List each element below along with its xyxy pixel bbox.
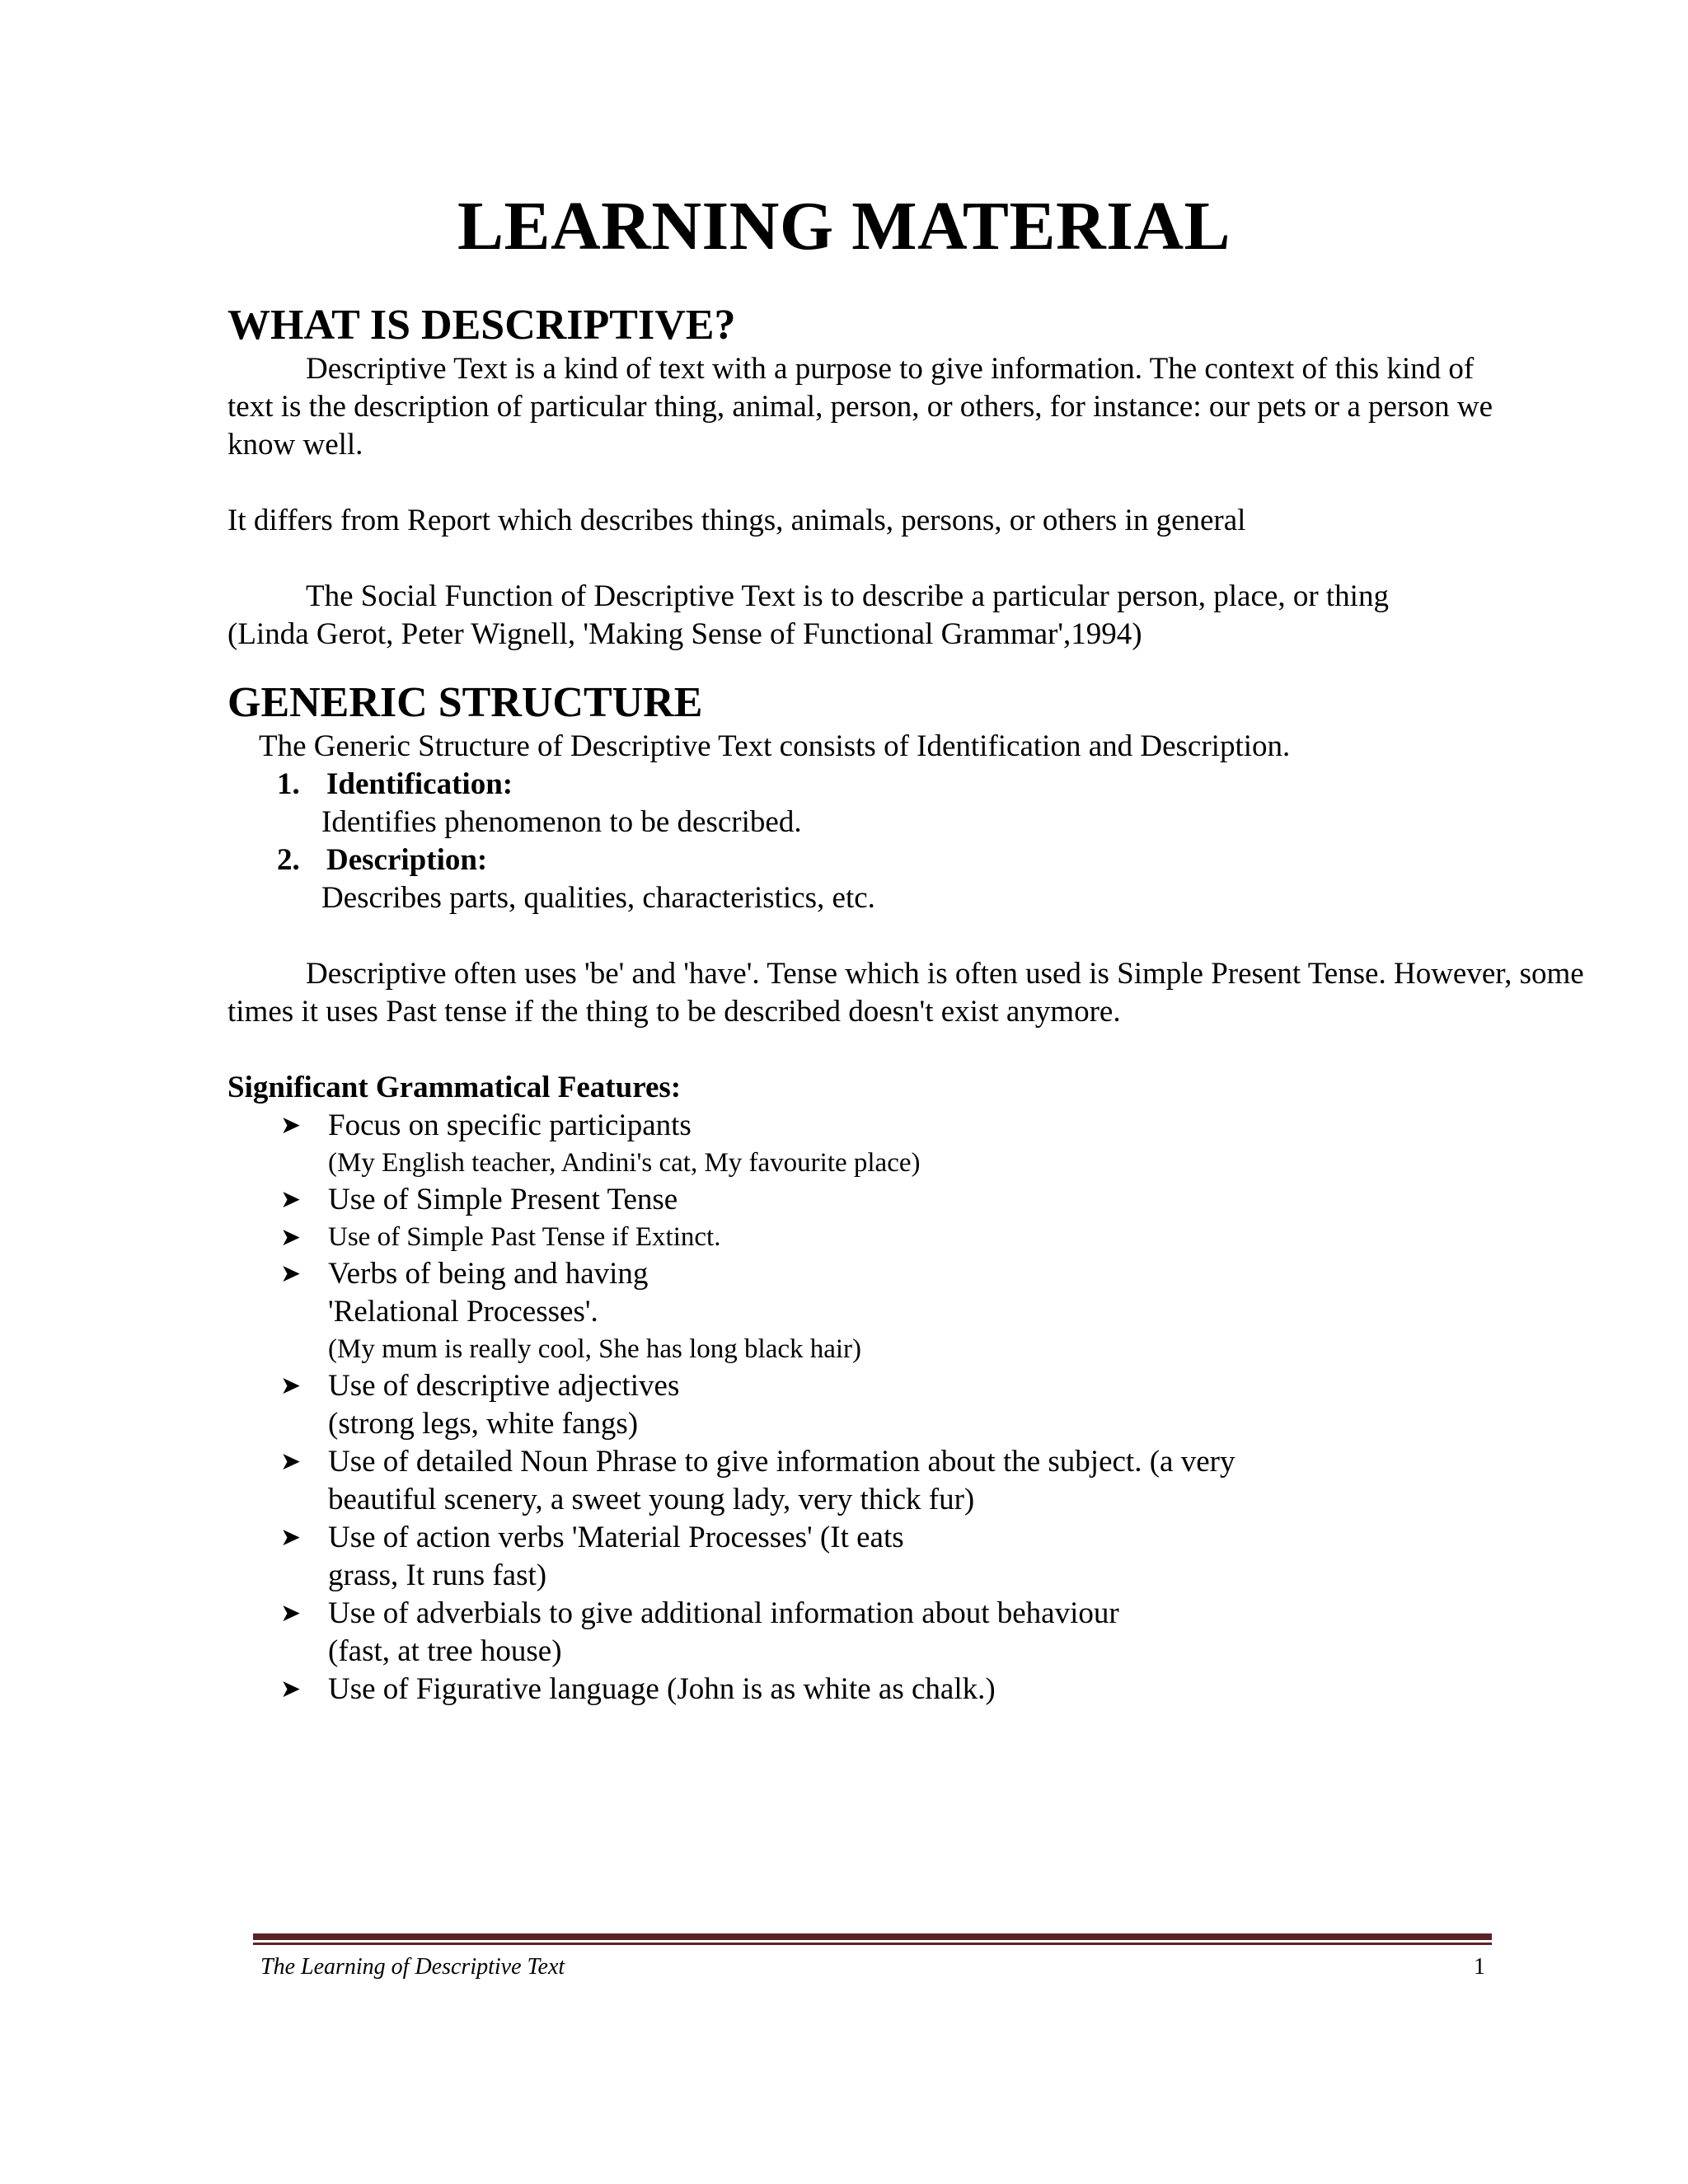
list-item (227, 766, 1645, 841)
list-item (227, 1519, 921, 1595)
document-body (227, 301, 1645, 1708)
structure-steps-list (227, 766, 1645, 917)
arrowhead-bullet-icon: ➤ (280, 1447, 302, 1476)
feature-text: Use of Simple Present Tense (328, 1183, 678, 1216)
footer-divider-thick (253, 1933, 1492, 1940)
list-item (227, 1107, 1251, 1181)
spacer (227, 917, 1645, 955)
list-item (227, 1671, 1251, 1708)
difference-paragraph: It differs from Report which describes things, animals, persons, or others in general (227, 504, 1246, 537)
structure-lead-paragraph: The Generic Structure of Descriptive Text consists of Identification and Description. (259, 729, 1291, 763)
list-item (227, 1255, 1251, 1367)
spacer (227, 464, 1645, 502)
features-heading: Significant Grammatical Features: (227, 1071, 682, 1104)
step-title: Identification: (326, 767, 513, 801)
list-item (227, 1595, 1251, 1671)
features-list (227, 1107, 1645, 1708)
arrowhead-bullet-icon: ➤ (280, 1675, 302, 1704)
feature-text: Use of Figurative language (John is as white as chalk.) (328, 1672, 996, 1706)
tense-note-paragraph: Descriptive often uses 'be' and 'have'. Tense which is often used is Simple Present Tense. However, some times it uses Past tense if the thing to be described doesn't exist anymore. (227, 957, 1584, 1029)
arrowhead-bullet-icon: ➤ (280, 1523, 302, 1552)
step-description: Identifies phenomenon to be described. (321, 805, 802, 839)
arrowhead-bullet-icon: ➤ (280, 1371, 302, 1400)
feature-text: Use of Simple Past Tense if Extinct. (328, 1222, 721, 1252)
step-description: Describes parts, qualities, characteristics, etc. (321, 881, 875, 915)
social-function-paragraph: The Social Function of Descriptive Text is to describe a particular person, place, or thing (Linda Gerot, Peter Wignell, 'Making Sense of Functional Grammar',1994) (227, 579, 1389, 651)
step-number: 2. (277, 843, 300, 877)
page-title: LEARNING MATERIAL (457, 188, 1231, 265)
arrowhead-bullet-icon: ➤ (280, 1259, 302, 1288)
step-title: Description: (326, 843, 488, 877)
spacer (227, 654, 1645, 678)
feature-text: Use of detailed Noun Phrase to give information about the subject. (a very beautiful scenery, a sweet young lady, very thick fur) (328, 1445, 1236, 1516)
feature-text: Verbs of being and having (328, 1257, 649, 1291)
feature-text: Focus on specific participants (328, 1108, 692, 1142)
page-number: 1 (1474, 1954, 1485, 1980)
footer-divider-thin (253, 1943, 1492, 1945)
section-heading-generic-structure: GENERIC STRUCTURE (227, 679, 703, 726)
feature-example: (My mum is really cool, She has long black hair) (328, 1334, 862, 1364)
spacer (227, 540, 1645, 578)
step-number: 1. (277, 767, 300, 801)
feature-text: Use of descriptive adjectives (328, 1369, 680, 1403)
list-item (227, 1443, 1251, 1519)
feature-text: Use of action verbs 'Material Processes' (It eats grass, It runs fast) (328, 1521, 904, 1592)
list-item (227, 1181, 1251, 1219)
feature-text: Use of adverbials to give additional information about behaviour (328, 1596, 1119, 1630)
list-item (227, 1219, 1251, 1255)
feature-text-continued: (fast, at tree house) (328, 1634, 562, 1668)
footer-title: The Learning of Descriptive Text (260, 1954, 565, 1980)
arrowhead-bullet-icon: ➤ (280, 1185, 302, 1214)
intro-paragraph: Descriptive Text is a kind of text with a purpose to give information. The context of this kind of text is the description of particular thing, animal, person, or others, for instance: our pets or a person we know well. (227, 352, 1493, 462)
list-item (227, 841, 1645, 917)
section-heading-what-is-descriptive: WHAT IS DESCRIPTIVE? (227, 302, 736, 349)
feature-text-continued: (strong legs, white fangs) (328, 1407, 639, 1441)
arrowhead-bullet-icon: ➤ (280, 1223, 302, 1252)
list-item (227, 1367, 1251, 1443)
arrowhead-bullet-icon: ➤ (280, 1111, 302, 1140)
spacer (227, 1031, 1645, 1069)
feature-text-continued: 'Relational Processes'. (328, 1295, 598, 1329)
feature-example: (My English teacher, Andini's cat, My favourite place) (328, 1148, 921, 1178)
arrowhead-bullet-icon: ➤ (280, 1599, 302, 1628)
